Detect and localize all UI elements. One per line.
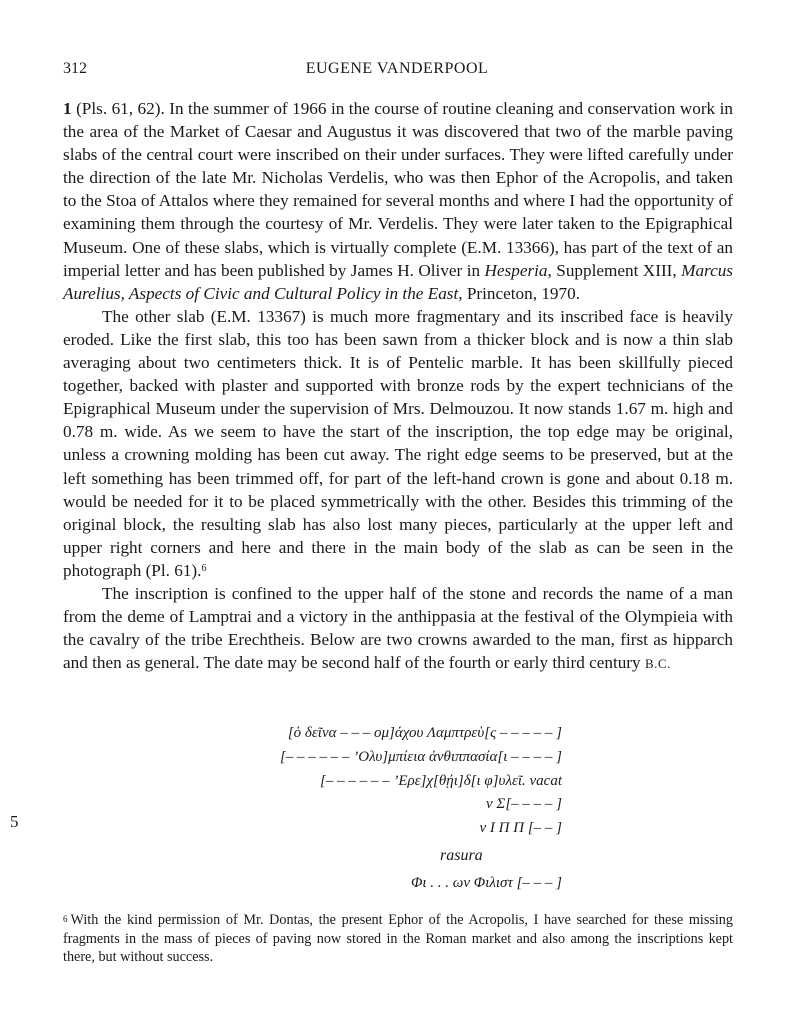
journal-title: Hesperia [484,260,548,280]
page-header [63,60,731,84]
inscription-line-3: [– – – – – – ’Ερε]χ[θῄι]δ[ι φ]υλεῖ. vacat [320,773,562,789]
inscription-line-5: v Ι Π Π [– – ] [479,820,562,836]
inscription-line-4: v Σ[– – – – ] [486,796,562,812]
book-title: Marcus Aurelius, Aspects of Civic and Cultural Policy in the East [63,260,733,303]
inscription-line-number: 5 [10,812,19,831]
footnote-mark: 6 [63,914,68,924]
running-head: EUGENE VANDERPOOL [305,60,489,77]
paragraph-2: The other slab (E.M. 13367) is much more fragmentary and its inscribed face is heavily eroded. Like the first slab, this too has been sawn from a thicker block and is now a thin slab averaging about two centimeters thick. It is of Pentelic marble. It has been skillfully pieced together, backed with plaster and supported with bronze rods by the expert technicians of the Epigraphical Museum under the supervision of Mrs. Delmouzou. It now stands 1.67 m. high and 0.78 m. wide. As we seem to have the start of the inscription, the top edge may be original, unless a crowning molding has been cut away. The right edge seems to be preserved, but at the left something has been trimmed off, for part of the left-hand crown is gone and about 0.18 m. would be needed for it to be placed symmetrically with the other. Besides this trimming of the original block, the resulting slab has also lost many pieces, particularly at the upper left and upper right corners and here and there in the main body of the slab as can be seen in the photograph (Pl. 61).$^6$ [63,306,733,580]
inscription-line-1: [ὁ δεῖνα – – – ομ]άχου Λαμπτρεὺ[ς – – – – – ] [287,725,562,741]
inscription-crowns-line: Φι . . . ων Φιλιστ [– – – ] [410,875,562,891]
footnote-text: With the kind permission of Mr. Dontas, the present Ephor of the Acropolis, I have searched for these missing fragments in the mass of pieces of paving now stored in the Roman market and also among the inscriptions kept there, but without success. [63,912,733,965]
footnote-reference[interactable]: 6 [201,562,207,574]
page-number: 312 [63,60,87,77]
paragraph-1: 1 (Pls. 61, 62). In the summer of 1966 in the course of routine cleaning and conservation work in the area of the Market of Caesar and Augustus it was discovered that two of the marble paving slabs of the central court were inscribed on their under surfaces. They were lifted carefully under the direction of the late Mr. Nicholas Verdelis, who was then Ephor of the Acropolis, and taken to the Stoa of Attalos where they remained for several months and where I had the opportunity of examining them through the courtesy of Mr. Verdelis. They were later taken to the Epigraphical Museum. One of these slabs, which is virtually complete (E.M. 13366), has part of the text of an imperial letter and has been published by James H. Oliver in Hesperia, Supplement XIII, Marcus Aurelius, Aspects of Civic and Cultural Policy in the East, Princeton, 1970. [63,99,733,303]
inscription-line-2: [– – – – – – ’Ολυ]μπίεια ἀνθιππασία[ι – – – – ] [279,749,562,765]
body-text [63,97,733,675]
footnote [63,911,733,967]
era-label: B.C. [644,656,671,672]
entry-number: 1 [63,99,72,118]
rasura-label: rasura [440,847,483,864]
paragraph-3: The inscription is confined to the upper half of the stone and records the name of a man from the deme of Lamptrai and a victory in the anthippasia at the festival of the Olympieia with the cavalry of the tribe Erechtheis. Below are two crowns awarded to the man, first as hipparch and then as general. The date may be second half of the fourth or early third century B.C. [63,583,733,673]
